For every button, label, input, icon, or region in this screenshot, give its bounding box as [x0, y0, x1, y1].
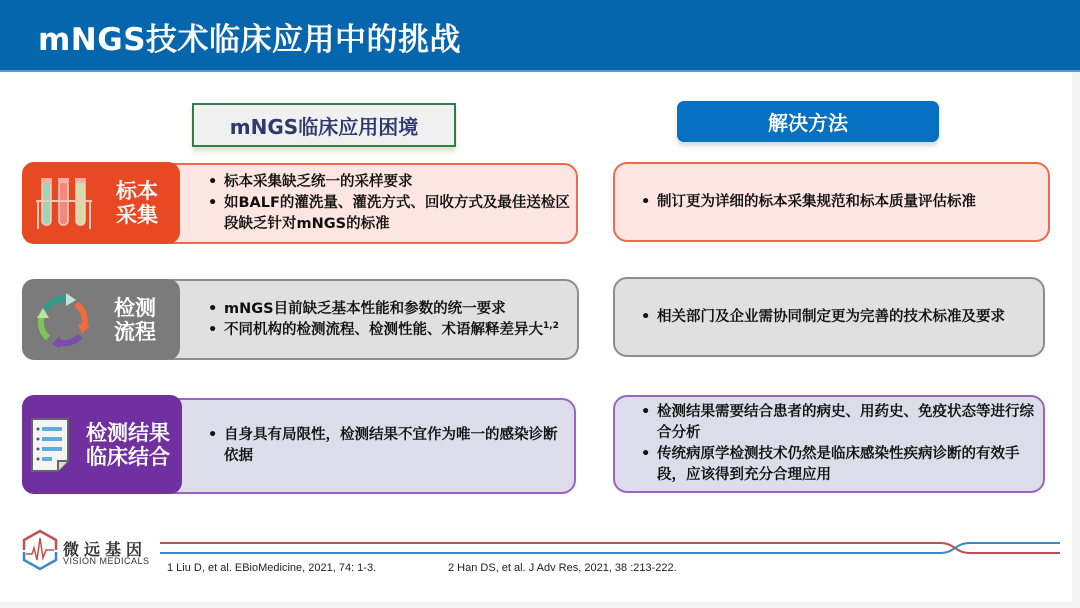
footer-divider-lines [160, 540, 1060, 556]
category-label: 检测结果 临床结合 [86, 420, 170, 469]
category-tile-testing-process [22, 279, 180, 360]
category-tile-clinical-integration [22, 395, 182, 494]
challenge-item: • 标本采集缺乏统一的采样要求 [208, 174, 413, 190]
test-tubes-icon [34, 173, 104, 233]
page-title: mNGS技术临床应用中的挑战 [38, 22, 462, 58]
challenge-item: • 如BALF的灌洗量、灌洗方式、回收方式及最佳送检区段缺乏针对mNGS的标准 [208, 195, 570, 232]
cycle-arrows-icon [34, 290, 94, 350]
challenges-heading: mNGS临床应用困境 [192, 103, 456, 147]
title-bar [0, 0, 1080, 72]
logo-chinese-name: 微远基因 [63, 540, 148, 559]
challenge-box-testing-process [170, 279, 579, 360]
challenge-item: • mNGS目前缺乏基本性能和参数的统一要求 [208, 300, 506, 317]
document-list-icon [28, 415, 72, 475]
solution-box-clinical-integration [613, 395, 1045, 493]
solution-item: • 制订更为详细的标本采集规范和标本质量评估标准 [641, 193, 976, 210]
challenge-box-clinical-integration [170, 398, 576, 494]
solution-item: • 相关部门及企业需协同制定更为完善的技术标准及要求 [641, 308, 1005, 325]
category-tile-sample-collection [22, 162, 180, 244]
solution-item: • 传统病原学检测技术仍然是临床感染性疾病诊断的有效手段，应该得到充分合理应用 [641, 446, 1020, 483]
reference-1: 1 Liu D, et al. EBioMedicine, 2021, 74: 1-3. [167, 562, 377, 574]
challenge-item: • 不同机构的检测流程、检测性能、术语解释差异大$^{1,2}$ [208, 320, 559, 338]
solution-box-testing-process [613, 277, 1045, 357]
solution-box-sample-collection [613, 162, 1050, 242]
challenge-item: • 自身具有局限性，检测结果不宜作为唯一的感染诊断依据 [208, 427, 558, 464]
vision-medicals-logo-icon [20, 528, 60, 572]
reference-2: 2 Han DS, et al. J Adv Res, 2021, 38 :213-222. [448, 562, 677, 574]
category-label: 检测 流程 [114, 295, 156, 344]
solutions-heading: 解决方法 [677, 101, 939, 142]
challenge-box-sample-collection [170, 163, 578, 244]
logo-english-name: VISION MEDICALS [63, 556, 150, 566]
category-label: 标本 采集 [116, 179, 158, 227]
solution-item: • 检测结果需要结合患者的病史、用药史、免疫状态等进行综合分析 [641, 404, 1034, 441]
